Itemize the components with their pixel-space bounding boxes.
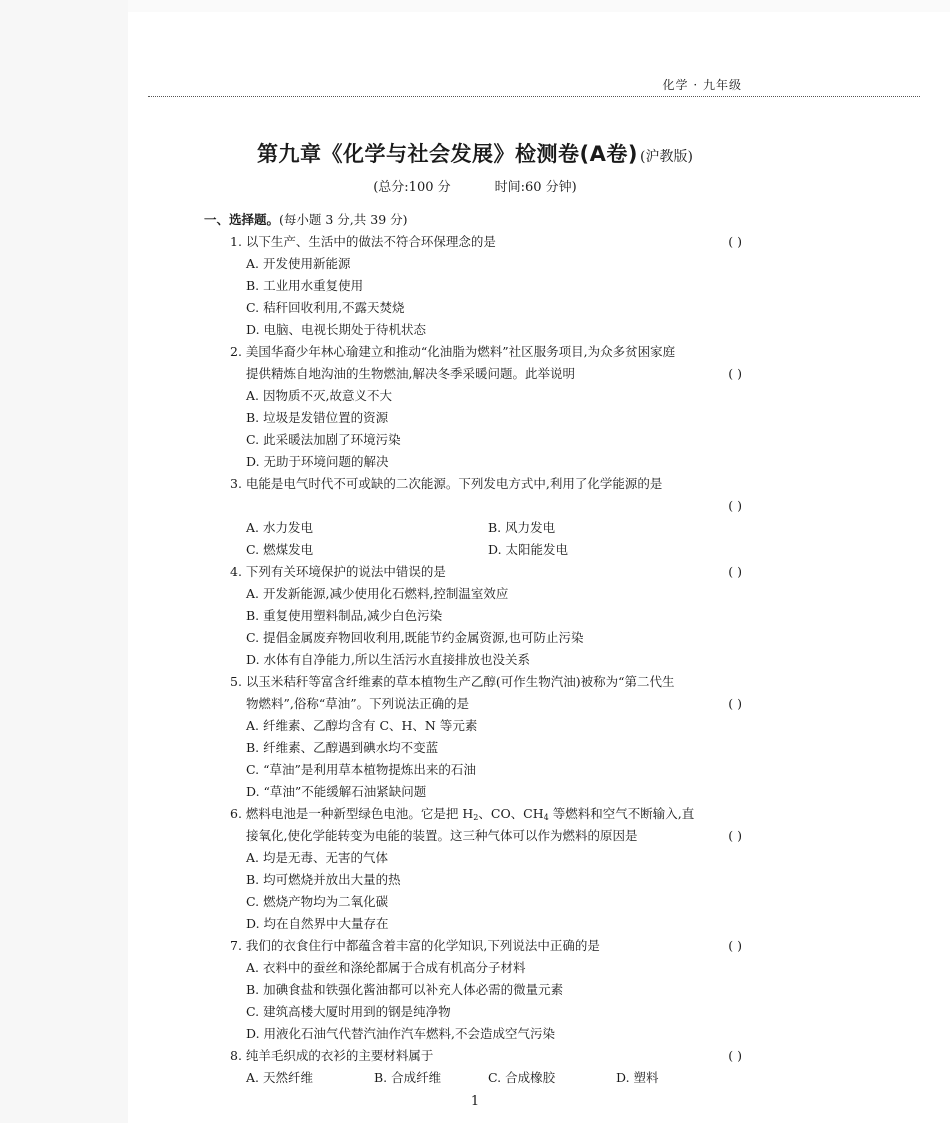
question-1-stem: [230, 231, 744, 253]
answer-bracket[interactable]: ( ): [728, 696, 742, 711]
question-text: 8. 纯羊毛织成的衣衫的主要材料属于: [230, 1048, 434, 1063]
title-edition: (沪教版): [640, 149, 693, 165]
option: C. 燃烧产物均为二氧化碳: [246, 894, 389, 909]
option: D. 无助于环境问题的解决: [246, 454, 389, 469]
option: B. 均可燃烧并放出大量的热: [246, 872, 401, 887]
question-3-bracket-line: [246, 495, 744, 517]
option: A. 天然纤维: [246, 1070, 313, 1085]
answer-bracket[interactable]: ( ): [728, 938, 742, 953]
question-2-stem-cont: [246, 363, 744, 385]
question-2-stem: 2. 美国华裔少年林心瑜建立和推动“化油脂为燃料”社区服务项目,为众多贫困家庭: [230, 344, 676, 359]
option: D. 水体有自净能力,所以生活污水直接排放也没关系: [246, 652, 530, 667]
option: B. 加碘食盐和铁强化酱油都可以补充人体必需的微量元素: [246, 982, 564, 997]
option: C. “草油”是利用草本植物提炼出来的石油: [246, 762, 476, 777]
section-title: [204, 209, 744, 231]
question-text: 、CO、CH: [478, 806, 544, 821]
section-note: (每小题 3 分,共 39 分): [279, 212, 408, 227]
answer-bracket[interactable]: ( ): [728, 1048, 742, 1063]
subscript: 4: [543, 813, 549, 822]
option: A. 水力发电: [246, 520, 313, 535]
header-subject: 化学 · 九年级: [662, 78, 742, 92]
option: D. 均在自然界中大量存在: [246, 916, 389, 931]
exam-meta: [0, 176, 950, 195]
question-text: 7. 我们的衣食住行中都蕴含着丰富的化学知识,下列说法中正确的是: [230, 938, 600, 953]
question-6-stem: [230, 803, 744, 825]
option: D. “草油”不能缓解石油紧缺问题: [246, 784, 427, 799]
answer-bracket[interactable]: ( ): [728, 564, 742, 579]
question-6-stem-cont: [246, 825, 744, 847]
option: A. 因物质不灭,故意义不大: [246, 388, 392, 403]
option: D. 太阳能发电: [488, 542, 569, 557]
option: C. 合成橡胶: [488, 1070, 556, 1085]
page-number: 1: [470, 1094, 480, 1109]
meta-time: 时间:60 分钟): [494, 180, 577, 195]
option: D. 用液化石油气代替汽油作汽车燃料,不会造成空气污染: [246, 1026, 555, 1041]
option: D. 塑料: [616, 1070, 659, 1085]
question-text: 4. 下列有关环境保护的说法中错误的是: [230, 564, 446, 579]
option-row: [246, 517, 744, 539]
question-text: 接氧化,使化学能转变为电能的装置。这三种气体可以作为燃料的原因是: [246, 828, 638, 843]
header-divider: [148, 96, 920, 97]
question-text: 1. 以下生产、生活中的做法不符合环保理念的是: [230, 234, 496, 249]
option: B. 垃圾是发错位置的资源: [246, 410, 389, 425]
answer-bracket[interactable]: ( ): [728, 234, 742, 249]
option: A. 开发新能源,减少使用化石燃料,控制温室效应: [246, 586, 509, 601]
option: C. 此采暖法加剧了环境污染: [246, 432, 401, 447]
option: B. 合成纤维: [374, 1070, 442, 1085]
page-margin-shade: [0, 0, 128, 1123]
answer-bracket[interactable]: ( ): [728, 828, 742, 843]
question-8-stem: [230, 1045, 744, 1067]
title-main: 第九章《化学与社会发展》检测卷(A卷): [257, 142, 638, 166]
page-top-shade: [128, 0, 950, 12]
option: B. 工业用水重复使用: [246, 278, 364, 293]
question-7-stem: [230, 935, 744, 957]
option: A. 纤维素、乙醇均含有 C、H、N 等元素: [246, 718, 478, 733]
option-row: [246, 1067, 744, 1089]
answer-bracket[interactable]: ( ): [728, 366, 742, 381]
question-5-stem-cont: [246, 693, 744, 715]
section-heading: 一、选择题。: [204, 212, 280, 227]
question-4-stem: [230, 561, 744, 583]
option: D. 电脑、电视长期处于待机状态: [246, 322, 427, 337]
option: A. 开发使用新能源: [246, 256, 351, 271]
option: A. 均是无毒、无害的气体: [246, 850, 388, 865]
option: C. 燃煤发电: [246, 542, 314, 557]
option: A. 衣料中的蚕丝和涤纶都属于合成有机高分子材料: [246, 960, 526, 975]
option: C. 提倡金属废弃物回收利用,既能节约金属资源,也可防止污染: [246, 630, 584, 645]
question-list: [204, 209, 744, 1089]
answer-bracket[interactable]: ( ): [728, 498, 742, 513]
question-3-stem: 3. 电能是电气时代不可或缺的二次能源。下列发电方式中,利用了化学能源的是: [230, 476, 663, 491]
option-row: [246, 539, 744, 561]
exam-title: [0, 138, 950, 168]
question-text: 等燃料和空气不断输入,直: [548, 806, 695, 821]
option: C. 秸秆回收利用,不露天焚烧: [246, 300, 405, 315]
option: B. 风力发电: [488, 520, 556, 535]
option: B. 纤维素、乙醇遇到碘水均不变蓝: [246, 740, 439, 755]
question-text: 6. 燃料电池是一种新型绿色电池。它是把 H: [230, 806, 474, 821]
meta-total: (总分:100 分: [373, 180, 451, 195]
subscript: 2: [473, 813, 479, 822]
question-text: 物燃料”,俗称“草油”。下列说法正确的是: [246, 696, 470, 711]
option: B. 重复使用塑料制品,减少白色污染: [246, 608, 443, 623]
question-5-stem: 5. 以玉米秸秆等富含纤维素的草本植物生产乙醇(可作生物汽油)被称为“第二代生: [230, 674, 675, 689]
option: C. 建筑高楼大厦时用到的钢是纯净物: [246, 1004, 451, 1019]
question-text: 提供精炼自地沟油的生物燃油,解决冬季采暖问题。此举说明: [246, 366, 575, 381]
